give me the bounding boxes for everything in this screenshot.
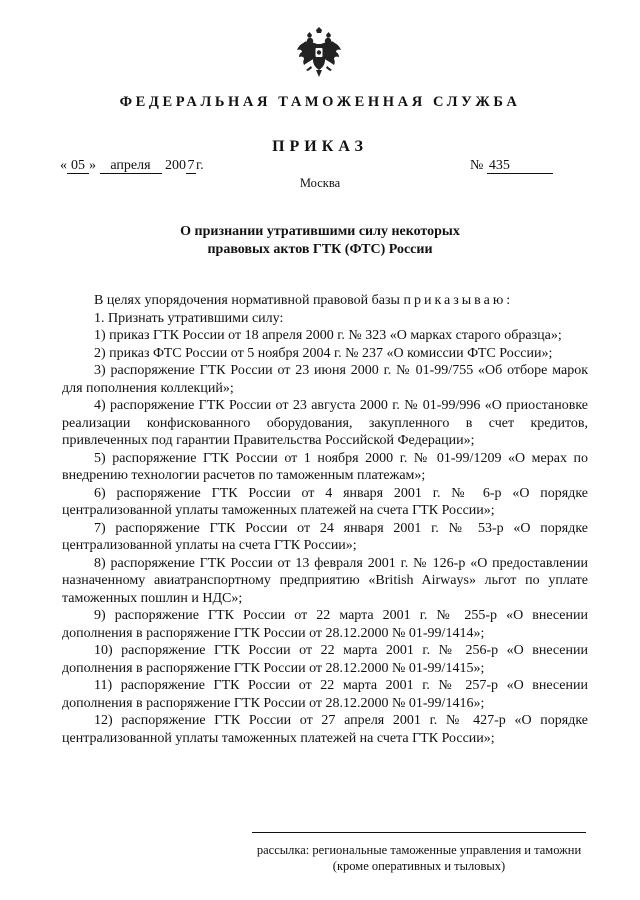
date-year-prefix: 200 (165, 158, 186, 173)
date-month: апреля (100, 159, 162, 174)
number-sign: № (470, 158, 484, 173)
intro-order-word: приказываю: (403, 293, 514, 308)
point-1: 1. Признать утратившими силу: (94, 310, 284, 326)
date-year-suffix: 7 (187, 158, 195, 173)
date-open-quote: « (60, 158, 67, 173)
distribution-line-1: рассылка: региональные таможенные управления и таможни (256, 843, 582, 857)
list-item: 3) распоряжение ГТК России от 23 июня 2000 г. № 01-99/755 «Об отборе марок для пополнения коллекций»; (62, 363, 588, 396)
document-type: ПРИКАЗ (272, 138, 368, 155)
list-item: 5) распоряжение ГТК России от 1 ноября 2000 г. № 01-99/1209 «О мерах по внедрению технологии расчетов по таможенным платежам»; (62, 450, 588, 483)
list-item: 7) распоряжение ГТК России от 24 января 2001 г. № 53-р «О порядке централизованной уплаты на счета ГТК России»; (62, 520, 588, 553)
document-subject (0, 223, 640, 259)
list-item: 6) распоряжение ГТК России от 4 января 2001 г. № 6-р «О порядке централизованной уплаты таможенных платежей на счета ГТК России»; (62, 485, 588, 518)
intro-paragraph (62, 292, 588, 310)
document-body (62, 292, 588, 747)
date-year-abbr: г. (196, 158, 204, 173)
intro-text: В целях упорядочения нормативной правовой базы (94, 293, 400, 308)
distribution-line-2: (кроме оперативных и тыловых) (332, 859, 506, 873)
distribution-note (252, 842, 586, 874)
date-day: 05 (67, 159, 89, 174)
date-close-quote: » (89, 158, 96, 173)
distribution-divider (252, 832, 586, 833)
list-item: 12) распоряжение ГТК России от 27 апреля 2001 г. № 427-р «О порядке централизованной уплаты таможенных платежей на счета ГТК России»; (62, 713, 588, 746)
list-item: 1) приказ ГТК России от 18 апреля 2000 г. № 323 «О марках старого образца»; (94, 328, 562, 343)
list-item: 8) распоряжение ГТК России от 13 февраля 2001 г. № 126-р «О предоставлении назначенному авиатранспортному предприятию «British Airways» льгот по уплате таможенных пошлин и НДС»; (62, 555, 588, 606)
list-item: 4) распоряжение ГТК России от 23 августа 2000 г. № 01-99/996 «О приостановке реализации конфискованного оборудования, закупленного в счет кредитов, привлеченных под гарантии Правительства Российской Федерации»; (62, 398, 588, 448)
list-item: 11) распоряжение ГТК России от 22 марта 2001 г. № 257-р «О внесении дополнения в распоряжение ГТК России от 28.12.2000 № 01-99/1416»; (62, 678, 588, 711)
order-number (470, 158, 553, 174)
number-value: 435 (487, 159, 553, 174)
agency-name: ФЕДЕРАЛЬНАЯ ТАМОЖЕННАЯ СЛУЖБА (119, 94, 521, 110)
list-item: 2) приказ ФТС России от 5 ноября 2004 г. № 237 «О комиссии ФТС России»; (94, 345, 553, 361)
list-item: 10) распоряжение ГТК России от 22 марта 2001 г. № 256-р «О внесении дополнения в распоряжение ГТК России от 28.12.2000 № 01-99/1415»; (62, 643, 588, 676)
city: Москва (299, 176, 341, 190)
subject-line-1: О признании утратившими силу некоторых (180, 224, 460, 239)
list-item: 9) распоряжение ГТК России от 22 марта 2001 г. № 255-р «О внесении дополнения в распоряжение ГТК России от 28.12.2000 № 01-99/1414»; (62, 608, 588, 641)
double-headed-eagle-icon (296, 26, 342, 78)
subject-line-2: правовых актов ГТК (ФТС) России (207, 242, 433, 257)
order-date (60, 158, 204, 174)
